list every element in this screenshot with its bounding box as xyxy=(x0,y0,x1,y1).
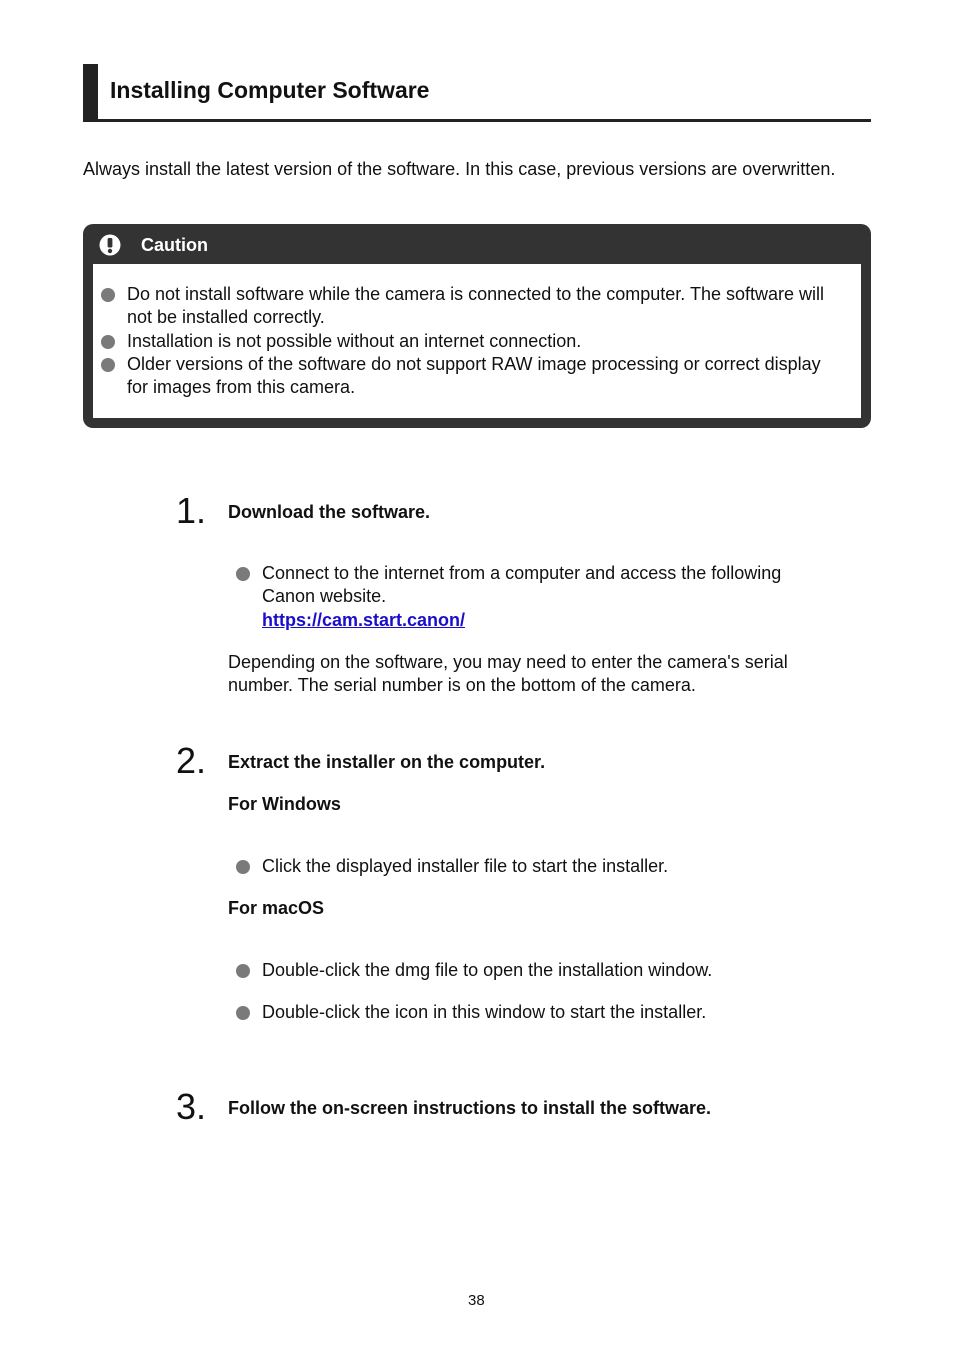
caution-box xyxy=(83,224,871,428)
caution-body xyxy=(93,264,861,418)
step-2-title: Extract the installer on the computer. xyxy=(228,752,546,772)
title-accent-bar xyxy=(83,64,98,122)
macos-heading: For macOS xyxy=(228,898,325,918)
section-title xyxy=(83,64,871,122)
step-2-number: 2. xyxy=(176,740,207,781)
windows-heading: For Windows xyxy=(228,794,341,814)
intro-paragraph: Always install the latest version of the software. In this case, previous versions are overwritten. xyxy=(83,159,836,179)
windows-bullet xyxy=(228,855,838,878)
bullet-icon xyxy=(101,358,115,372)
macos-bullet-2 xyxy=(228,1001,838,1024)
caution-label: Caution xyxy=(141,235,208,255)
macos-bullet-text: Double-click the dmg file to open the installation window. xyxy=(262,960,713,980)
step-1-bullet-text: Connect to the internet from a computer and access the following Canon website. xyxy=(262,563,782,607)
canon-website-link[interactable]: https://cam.start.canon/ xyxy=(262,609,466,630)
bullet-icon xyxy=(101,335,115,349)
caution-item-text: Installation is not possible without an internet connection. xyxy=(127,330,582,351)
bullet-icon xyxy=(236,860,250,874)
list-item xyxy=(93,330,833,353)
list-item xyxy=(93,283,833,330)
page-number: 38 xyxy=(468,1292,485,1309)
list-item xyxy=(228,562,838,632)
macos-bullet-1 xyxy=(228,959,838,982)
list-item xyxy=(228,1001,838,1024)
list-item xyxy=(228,855,838,878)
title-underline xyxy=(83,119,871,122)
list-item xyxy=(93,353,833,400)
bullet-icon xyxy=(101,288,115,302)
bullet-icon xyxy=(236,567,250,581)
step-3-number: 3. xyxy=(176,1086,207,1127)
step-1-bullet xyxy=(228,562,838,632)
step-1-title: Download the software. xyxy=(228,502,431,522)
step-3-title: Follow the on-screen instructions to install the software. xyxy=(228,1098,712,1118)
macos-bullet-text: Double-click the icon in this window to start the installer. xyxy=(262,1002,707,1022)
page-title: Installing Computer Software xyxy=(110,77,430,103)
caution-item-text: Do not install software while the camera is connected to the computer. The software will not be installed correctly. xyxy=(127,284,825,328)
step-1-number: 1. xyxy=(176,490,207,531)
list-item xyxy=(228,959,838,982)
caution-icon xyxy=(99,234,121,256)
caution-list xyxy=(93,283,833,399)
bullet-icon xyxy=(236,1006,250,1020)
step-1-note: Depending on the software, you may need to enter the camera's serial number. The serial number is on the bottom of the camera. xyxy=(228,652,788,695)
caution-item-text: Older versions of the software do not support RAW image processing or correct display for images from this camera. xyxy=(127,353,821,398)
windows-bullet-text: Click the displayed installer file to start the installer. xyxy=(262,856,669,876)
bullet-icon xyxy=(236,964,250,978)
